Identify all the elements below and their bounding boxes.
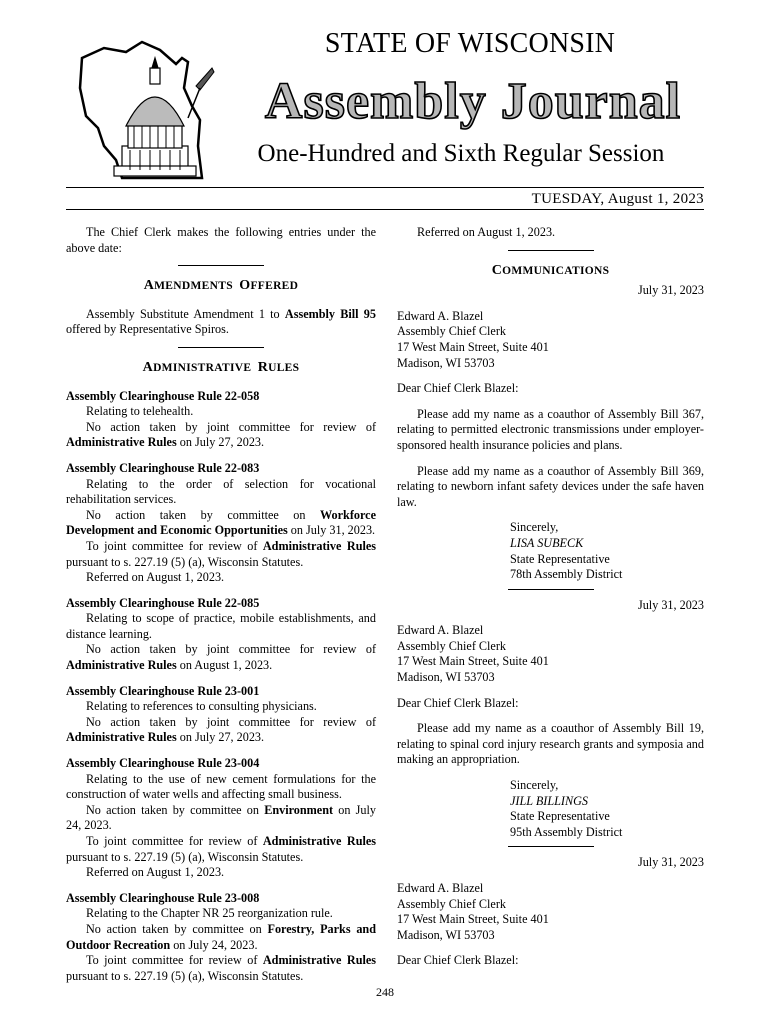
amendment-entry: Assembly Substitute Amendment 1 to Assembly Bill 95 offered by Representative Spiros.	[66, 306, 376, 337]
letter-salutation: Dear Chief Clerk Blazel:	[397, 695, 519, 710]
rule-text: Relating to the use of new cement formulations for the construction of water wells and affecting small business.	[66, 771, 376, 802]
rule-title: Assembly Clearinghouse Rule 23-008	[66, 890, 260, 905]
rule-title: Assembly Clearinghouse Rule 23-001	[66, 683, 260, 698]
journal-title: Assembly Journal	[264, 73, 682, 130]
letter-date: July 31, 2023	[637, 283, 704, 298]
rule-entry-23-004	[66, 756, 376, 881]
rule-text: To joint committee for review of Administrative Rules pursuant to s. 227.19 (5) (a), Wisconsin Statutes.	[66, 953, 377, 983]
rule-text: Relating to telehealth.	[86, 404, 194, 419]
rule-entry-23-008	[66, 891, 376, 985]
rule-title: Assembly Clearinghouse Rule 22-083	[66, 460, 260, 475]
letter-salutation: Dear Chief Clerk Blazel:	[397, 381, 519, 396]
rule-text: No action taken by joint committee for review of Administrative Rules on July 27, 2023.	[66, 714, 376, 745]
divider-bottom	[66, 209, 704, 210]
letter-address: Edward A. Blazel Assembly Chief Clerk 17 West Main Street, Suite 401 Madison, WI 53703	[397, 623, 549, 685]
rule-text: Relating to the order of selection for vocational rehabilitation services.	[66, 476, 376, 507]
rule-entry-22-058	[66, 389, 376, 451]
letter-signature: Sincerely, JILL BILLINGS State Representative 95th Assembly District	[510, 778, 623, 839]
intro-text: The Chief Clerk makes the following entries under the above date:	[66, 225, 376, 255]
rule-text: Relating to scope of practice, mobile establishments, and distance learning.	[66, 611, 376, 641]
section-separator	[178, 265, 264, 266]
rule-text: No action taken by committee on Environment on July 24, 2023.	[66, 802, 376, 833]
journal-date: TUESDAY, August 1, 2023	[531, 191, 704, 207]
letter-address: Edward A. Blazel Assembly Chief Clerk 17 West Main Street, Suite 401 Madison, WI 53703	[397, 308, 549, 370]
rule-text: Relating to the Chapter NR 25 reorganization rule.	[86, 906, 333, 921]
rule-text: Referred on August 1, 2023.	[86, 865, 225, 880]
divider-top	[66, 187, 704, 188]
rule-text: To joint committee for review of Administrative Rules pursuant to s. 227.19 (5) (a), Wisconsin Statutes.	[66, 834, 377, 864]
letter-subeck	[397, 283, 704, 583]
wisconsin-capitol-logo-icon	[64, 28, 224, 183]
right-column	[397, 225, 704, 969]
rule-text: No action taken by joint committee for review of Administrative Rules on July 27, 2023.	[66, 419, 376, 450]
section-separator	[508, 589, 594, 590]
communications-heading: COMMUNICATIONS	[491, 262, 610, 278]
letter-address: Edward A. Blazel Assembly Chief Clerk 17 West Main Street, Suite 401 Madison, WI 53703	[397, 881, 549, 942]
letter-body: Please add my name as a coauthor of Assembly Bill 369, relating to newborn infant safety devices under the safe haven law.	[397, 463, 704, 509]
letter-body: Please add my name as a coauthor of Assembly Bill 367, relating to permitted electronic transmissions under employer-sponsored health insurance policies and plans.	[397, 406, 704, 452]
referred-text: Referred on August 1, 2023.	[417, 225, 556, 239]
rule-text: Relating to references to consulting physicians.	[86, 699, 317, 714]
rule-entry-22-083	[66, 461, 376, 586]
letter-signature: Sincerely, LISA SUBECK State Representative 78th Assembly District	[510, 520, 623, 582]
rule-title: Assembly Clearinghouse Rule 23-004	[66, 756, 260, 771]
left-column	[66, 225, 376, 984]
section-separator	[508, 250, 594, 251]
letter-date: July 31, 2023	[637, 597, 704, 612]
rule-text: No action taken by committee on Forestry, Parks and Outdoor Recreation on July 24, 2023.	[66, 921, 376, 952]
administrative-rules-heading: ADMINISTRATIVE RULES	[142, 359, 300, 375]
rule-title: Assembly Clearinghouse Rule 22-058	[66, 388, 260, 403]
letter-billings	[397, 598, 704, 841]
page-number: 248	[376, 985, 394, 999]
rule-text: No action taken by joint committee for review of Administrative Rules on August 1, 2023.	[66, 642, 376, 673]
rule-title: Assembly Clearinghouse Rule 22-085	[66, 595, 260, 610]
rule-entry-22-085	[66, 596, 376, 674]
letter-date: July 31, 2023	[637, 855, 704, 870]
amendments-heading: AMENDMENTS OFFERED	[143, 278, 299, 294]
state-title: STATE OF WISCONSIN	[324, 28, 616, 59]
masthead	[0, 0, 770, 215]
rule-text: Referred on August 1, 2023.	[86, 570, 225, 585]
letter-body: Please add my name as a coauthor of Assembly Bill 19, relating to spinal cord injury research grants and symposia and making an appropriation.	[397, 721, 704, 767]
section-separator	[508, 846, 594, 847]
letter-third	[397, 855, 704, 969]
letter-salutation: Dear Chief Clerk Blazel:	[397, 953, 519, 968]
rule-text: No action taken by committee on Workforce Development and Economic Opportunities on July 31, 2023.	[66, 507, 376, 538]
rule-text: To joint committee for review of Administrative Rules pursuant to s. 227.19 (5) (a), Wisconsin Statutes.	[66, 538, 377, 569]
session-title: One-Hundred and Sixth Regular Session	[257, 140, 665, 167]
section-separator	[178, 347, 264, 348]
rule-entry-23-001	[66, 684, 376, 746]
